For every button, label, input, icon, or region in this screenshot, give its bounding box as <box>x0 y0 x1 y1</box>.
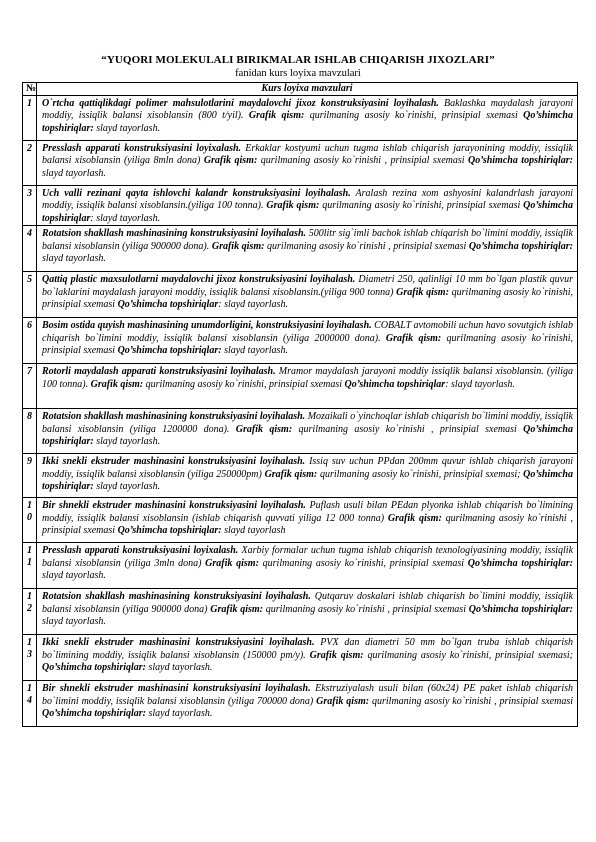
graphic-part-text: qurilmaning asosiy ko`rinishi , prinsipial sxemasi <box>264 240 469 252</box>
graphic-part-label: Grafik qism: <box>264 468 318 480</box>
table-row <box>23 186 578 226</box>
graphic-part-label: Grafik qism: <box>235 423 293 435</box>
graphic-part-text: qurilmaning asosiy ko`rinishi, prinsipial sxemasi <box>143 378 345 390</box>
extra-tasks-label: Qo’shimcha topshiriqlar: <box>42 110 573 134</box>
graphic-part-label: Grafik qism: <box>396 286 449 298</box>
topic-body: Baklashka maydalash jarayoni moddiy, issiqlik balansi xisoblansin (800 t/yil). <box>42 98 573 122</box>
row-number <box>23 226 37 272</box>
table-row <box>23 681 578 727</box>
graphic-part-label: Grafik qism: <box>248 110 305 122</box>
topic-heading: Bir shnekli ekstruder mashinasini konstruksiyasini loyihalash. <box>42 683 311 695</box>
graphic-part-text: qurilmaning asosiy ko`rinishi, prinsipial sxemasi <box>42 332 573 357</box>
topic-heading: Rotatsion shakllash mashinasining konstruksiyasini loyihalash. <box>42 228 307 240</box>
column-header-topic: Kurs loyixa mavzulari <box>37 83 578 96</box>
topic-heading: Rotatsion shakllash mashinasining konstruksiyasini loyihalash. <box>42 411 306 423</box>
topic-body: PVX dan diametri 50 mm bo`lgan truba ishlab chiqarish bo`limining moddiy, issiqlik balansi xisoblansin (150000 pm/y). <box>42 637 573 661</box>
row-number <box>23 364 37 409</box>
table-row <box>23 96 578 141</box>
extra-tasks-label: Qo’shimcha topshiriqlar: <box>468 155 573 167</box>
extra-tasks-label: Qo’shimcha topshiriqlar <box>117 299 219 311</box>
row-number-text: 3 <box>27 188 32 199</box>
extra-tasks-label: Qo’shimcha topshiriqlar <box>42 200 573 224</box>
graphic-part-text: qurilmaning asosiy ko`rinishi, prinsipial sxemasi; <box>317 468 524 480</box>
row-description <box>37 186 578 226</box>
row-number <box>23 543 37 589</box>
extra-tasks-text: slayd tayorlash <box>221 525 286 537</box>
topic-heading: Qattiq plastic maxsulotlarni maydalovchi jixoz konstruksiyasini loyihalash. <box>42 274 356 286</box>
graphic-part-label: Grafik qism: <box>90 378 144 390</box>
row-description <box>37 635 578 681</box>
topics-table <box>22 82 578 727</box>
row-number <box>23 318 37 364</box>
extra-tasks-text: slayd tayorlash. <box>42 167 106 179</box>
row-description <box>37 96 578 141</box>
topic-body: Aralash rezina xom ashyosini kalandrlash jarayoni moddiy, issiqlik balansi xisoblansin.(yiliga 100 tonna). <box>42 188 573 212</box>
row-number-text: 1 1 <box>27 545 32 569</box>
extra-tasks-text: slayd tayorlash. <box>42 570 106 582</box>
table-row <box>23 364 578 409</box>
row-number-text: 1 3 <box>27 637 32 661</box>
row-number-text: 8 <box>27 411 32 423</box>
row-number <box>23 272 37 318</box>
extra-tasks-label: Qo’shimcha topshiriqlar: <box>42 423 573 448</box>
extra-tasks-label: Qo’shimcha topshiriqlar: <box>42 708 146 720</box>
topic-body: Mramor maydalash jarayoni moddiy issiqlik balansi xisoblansin. (yiliga 100 tonna). <box>42 366 573 390</box>
extra-tasks-text: slayd tayorlash. <box>93 436 161 448</box>
row-number-text: 2 <box>27 143 32 154</box>
extra-tasks-label: Qo’shimcha topshiriqlar <box>344 378 446 390</box>
row-number <box>23 681 37 727</box>
topic-body: Issiq suv uchun PPdan 200mm quvur ishlab chiqarish jarayoni moddiy, issiqlik balansi xisoblansin (yiliga 250000pm) <box>42 456 574 480</box>
row-number-text: 6 <box>27 320 32 332</box>
graphic-part-label: Grafik qism: <box>203 155 258 167</box>
table-row <box>23 141 578 186</box>
graphic-part-text: qurilmaning asosiy ko`rinishi, prinsipial sxemasi <box>258 557 468 569</box>
row-number <box>23 589 37 635</box>
row-number-text: 5 <box>27 274 32 286</box>
row-number-text: 1 0 <box>27 500 32 524</box>
extra-tasks-text: : slayd tayorlash. <box>445 378 515 390</box>
topic-body: Ekstruziyalash usuli bilan (60x24) PE paket ishlab chiqarish bo`limini moddiy, issiqlik balansi xisoblansin (yiliga 700000 dona) <box>42 683 573 707</box>
graphic-part-text: qurilmaning asosiy ko`rinishi , prinsipial sxemasi <box>369 695 573 707</box>
graphic-part-text: qurilmaning asosiy ko`rinishi, prinsipial sxemasi <box>304 110 524 122</box>
extra-tasks-text: slayd tayorlash. <box>146 708 213 720</box>
graphic-part-text: qurilmaning asosiy ko`rinishi, prinsipial sxemasi <box>42 286 573 311</box>
row-description <box>37 454 578 498</box>
graphic-part-text: qurilmaning asosiy ko`rinishi, prinsipial sxemasi <box>319 200 524 212</box>
row-description <box>37 272 578 318</box>
extra-tasks-label: Qo’shimcha topshiriqlar: <box>468 603 573 615</box>
extra-tasks-text: : slayd tayorlash. <box>218 299 288 311</box>
row-number-text: 1 <box>27 98 32 109</box>
topic-heading: Rotorli maydalash apparati konstruksiyasini loyihalash. <box>42 366 276 378</box>
topic-body: COBALT avtomobili uchun havo sovutgich ishlab chiqarish bo`limini moddiy, issiqlik balansi xisoblansin (yiliga 2000000 dona). <box>42 320 573 344</box>
table-row <box>23 543 578 589</box>
extra-tasks-text: slayd tayorlash. <box>42 616 106 628</box>
topic-heading: Uch valli rezinani qayta ishlovchi kalandr konstruksiyasini loyihalash. <box>42 188 351 199</box>
table-row <box>23 589 578 635</box>
row-number <box>23 409 37 454</box>
topic-body: Qutqaruv doskalari ishlab chiqarish bo`limini moddiy, issiqlik balansi xisoblansin (yiliga 900000 dona) <box>42 591 573 615</box>
topic-heading: Presslash apparati konstruksiyasini loyixalash. <box>42 545 239 557</box>
row-description <box>37 364 578 409</box>
row-description <box>37 498 578 543</box>
row-description <box>37 226 578 272</box>
topic-heading: Presslash apparati konstruksiyasini loyixalash. <box>42 143 242 154</box>
column-header-number: № <box>23 83 37 96</box>
row-description <box>37 141 578 186</box>
graphic-part-text: qurilmaning asosiy ko`rinishi , prinsipial sxemasi <box>292 423 524 435</box>
row-number <box>23 141 37 186</box>
row-number <box>23 498 37 543</box>
document-subtitle: fanidan kurs loyixa mavzulari <box>235 68 361 79</box>
table-row <box>23 272 578 318</box>
row-number <box>23 186 37 226</box>
graphic-part-text: qurilmaning asosiy ko`rinishi, prinsipial sxemasi; <box>363 649 574 661</box>
row-number <box>23 635 37 681</box>
extra-tasks-label: Qo’shimcha topshiriqlar: <box>468 240 574 252</box>
extra-tasks-label: Qo’shimcha topshiriqlar: <box>42 662 146 674</box>
topic-body: Erkaklar kostyumi uchun tugma ishlab chiqarish jarayonining moddiy, issiqlik balansi xisoblansin (yiliga 8mln dona) <box>42 143 573 167</box>
extra-tasks-text: : slayd tayorlash. <box>90 212 161 224</box>
extra-tasks-label: Qo’shimcha topshiriqlar: <box>117 525 222 537</box>
graphic-part-text: qurilmaning asosiy ko`rinishi , prinsipial sxemasi <box>263 603 469 615</box>
graphic-part-text: qurilmaning asosiy ko`rinishi , prinsipial sxemasi <box>257 155 469 167</box>
row-description <box>37 589 578 635</box>
row-number-text: 1 2 <box>27 591 32 615</box>
table-row <box>23 409 578 454</box>
extra-tasks-label: Qo’shimcha topshiriqlar: <box>117 345 222 357</box>
table-header-row <box>23 83 578 96</box>
table-row <box>23 498 578 543</box>
graphic-part-text: qurilmaning asosiy ko`rinishi , prinsipial sxemasi <box>42 512 574 537</box>
extra-tasks-text: slayd tayorlash. <box>93 481 161 493</box>
topic-heading: Ikki snekli ekstruder mashinasini konstruksiyasini loyihalash. <box>42 637 315 649</box>
topic-body: 500litr sig`imli bachok ishlab chiqarish bo`limini moddiy, issiqlik balansi xisoblansin (yiliga 900000 dona). <box>42 228 573 252</box>
row-number <box>23 454 37 498</box>
row-number-text: 9 <box>27 456 32 468</box>
graphic-part-label: Grafik qism: <box>316 695 370 707</box>
row-number-text: 7 <box>27 366 32 378</box>
graphic-part-label: Grafik qism: <box>210 603 264 615</box>
extra-tasks-label: Qo’shimcha topshiriqlar: <box>467 557 573 569</box>
topic-body: Diametri 250, qalinligi 10 mm bo`lgan plastik quvur bo`laklarini maydalash jarayoni moddiy, issiqlik balansi xisoblansin.(yiliga 900 tonna) <box>42 274 573 298</box>
topic-heading: Rotatsion shakllash mashinasining konstruksiyasini loyihalash. <box>42 591 311 603</box>
topic-heading: Bosim ostida quyish mashinasining unumdorligini, konstruksiyasini loyihalash. <box>42 320 372 332</box>
topic-body: Puflash usuli bilan PEdan plyonka ishlab chiqarish bo`limining moddiy, issiqlik balansi xisoblansin (ishlab chiqarish quvvati yiliga 12 000 tonna) <box>42 500 574 524</box>
topic-body: Xarbiy formalar uchun tugma ishlab chiqarish texnologiyasining moddiy, issiqlik balansi xisoblansin (yiliga 3mln dona) <box>42 545 574 569</box>
graphic-part-label: Grafik qism: <box>309 649 364 661</box>
graphic-part-label: Grafik qism: <box>211 240 265 252</box>
table-row <box>23 318 578 364</box>
row-description <box>37 681 578 727</box>
topic-heading: Ikki snekli ekstruder mashinasini konstruksiyasini loyihalash. <box>42 456 306 468</box>
row-number-text: 4 <box>27 228 32 240</box>
extra-tasks-text: slayd tayorlash. <box>93 122 161 134</box>
graphic-part-label: Grafik qism: <box>385 332 442 344</box>
extra-tasks-label: Qo’shimcha topshiriqlar: <box>42 468 573 493</box>
topic-heading: O`rtcha qattiqlikdagi polimer mahsulotlarini maydalovchi jixoz konstruksiyasini loyihalash. <box>42 98 439 109</box>
table-row <box>23 226 578 272</box>
graphic-part-label: Grafik qism: <box>266 200 320 212</box>
row-number <box>23 96 37 141</box>
row-description <box>37 409 578 454</box>
row-number-text: 1 4 <box>27 683 32 707</box>
graphic-part-label: Grafik qism: <box>387 512 442 524</box>
table-row <box>23 635 578 681</box>
document-title: “YUQORI MOLEKULALI BIRIKMALAR ISHLAB CHIQARISH JIXOZLARI” <box>101 54 495 66</box>
extra-tasks-text: slayd tayorlash. <box>42 253 106 265</box>
graphic-part-label: Grafik qism: <box>205 557 259 569</box>
extra-tasks-text: slayd tayorlash. <box>146 662 213 674</box>
topic-body: Mozaikali o`yinchoqlar ishlab chiqarish bo`limini moddiy, issiqlik balansi xisoblansin (yiliga 1200000 dona). <box>42 411 574 435</box>
topic-heading: Bir shnekli ekstruder mashinasini konstruksiyasini loyihalash. <box>42 500 306 512</box>
row-description <box>37 318 578 364</box>
extra-tasks-text: slayd tayorlash. <box>221 345 288 357</box>
table-row <box>23 454 578 498</box>
row-description <box>37 543 578 589</box>
